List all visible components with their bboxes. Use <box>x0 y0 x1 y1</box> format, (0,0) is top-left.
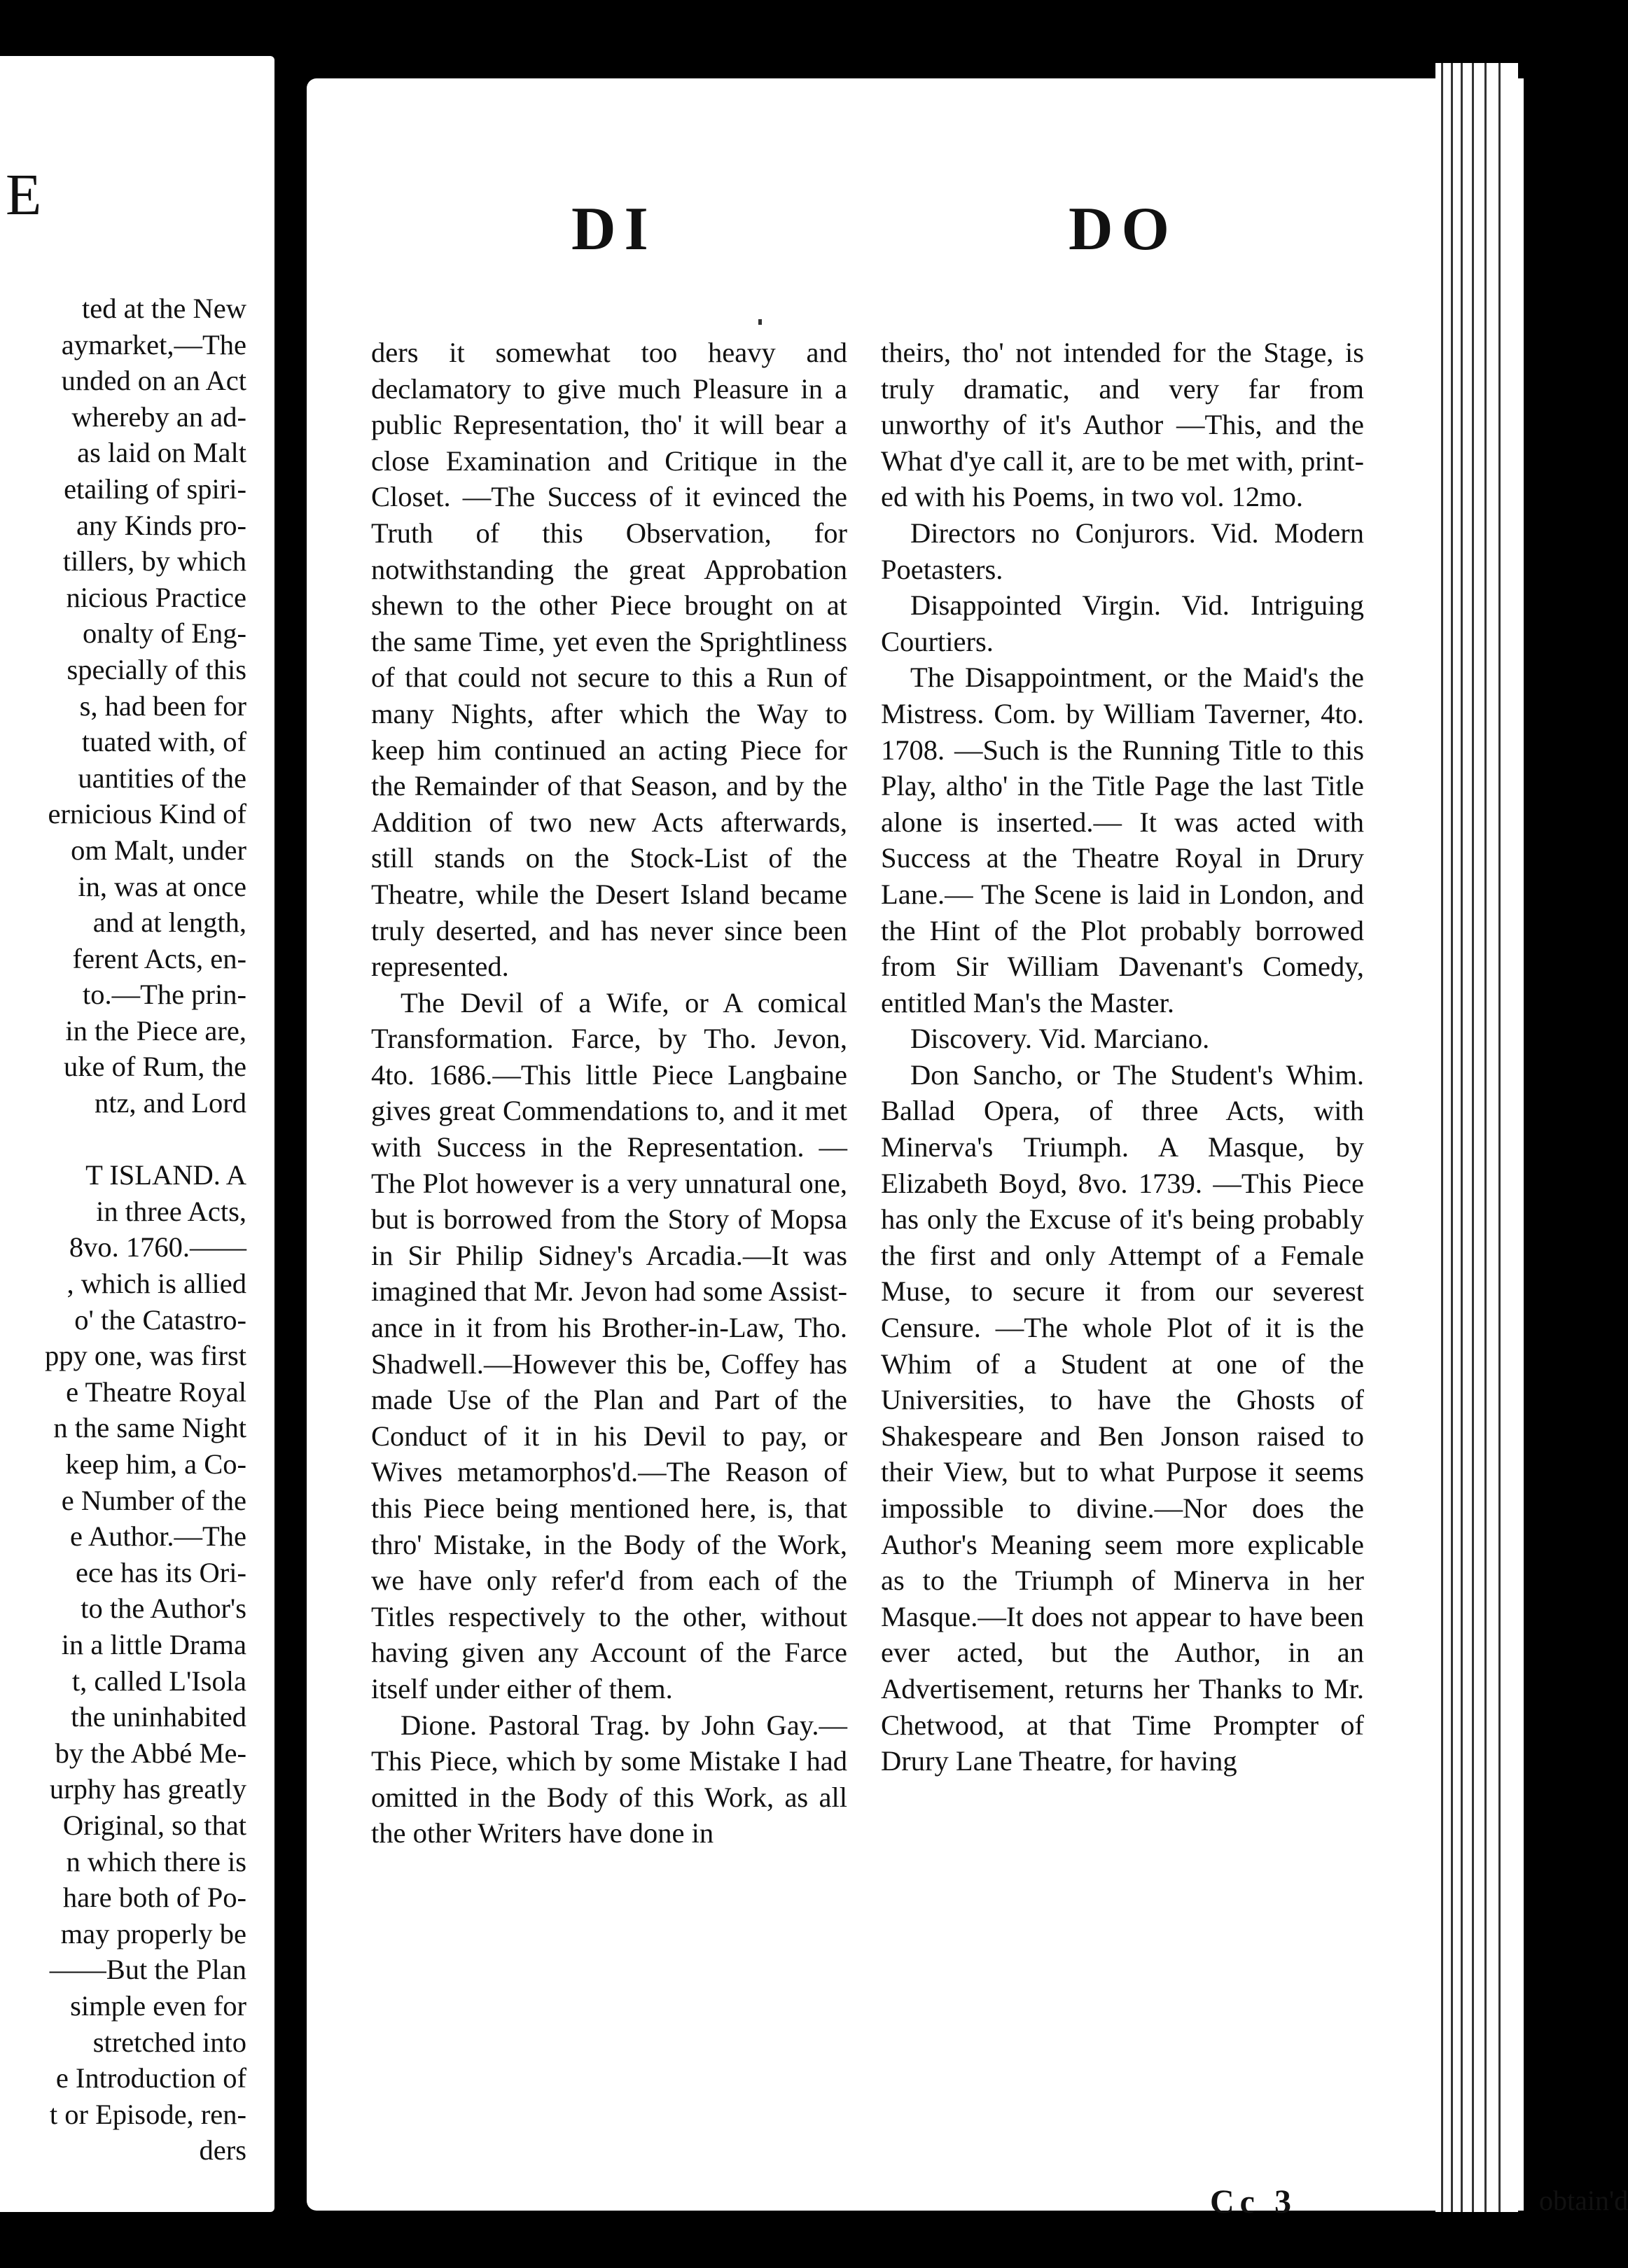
left-page-line: ntz, and Lord <box>94 1087 246 1119</box>
paragraph: Discovery. Vid. Marciano. <box>910 1023 1210 1055</box>
left-page-line: any Kinds pro- <box>76 509 246 541</box>
left-page-line: by the Abbé Me- <box>55 1737 246 1769</box>
left-page-line: om Malt, under <box>71 834 246 866</box>
left-page-line: ppy one, was first <box>45 1340 246 1372</box>
left-page-line: onalty of Eng- <box>83 617 246 650</box>
paragraph: theirs, tho' not intended for the Stage, is truly dramatic, and very far from unworthy of it's Author —This, and the What d'ye call it, are to be met with, printed with his Poems, in two vol. 12mo. <box>881 337 1364 513</box>
left-page-line: may properly be <box>60 1917 246 1949</box>
left-page-line: uantities of the <box>78 762 246 794</box>
page-fore-edge <box>1435 63 1518 2212</box>
left-page-line: tuated with, of <box>81 726 246 758</box>
left-page-line: T ISLAND. A <box>85 1159 246 1191</box>
left-page-line: t, called L'Isola <box>71 1665 246 1697</box>
right-page <box>307 78 1628 2220</box>
print-mark <box>758 319 762 325</box>
left-page-line: o' the Catastro- <box>74 1303 246 1336</box>
left-page-line: ted at the New <box>81 293 246 324</box>
left-page-line: n which there is <box>66 1845 246 1877</box>
left-page-line: ferent Acts, en- <box>72 942 246 974</box>
text-column-2 <box>881 335 1364 1779</box>
catchword: obtain'd <box>1539 2185 1628 2216</box>
left-page-line: stretched into <box>92 2026 246 2058</box>
paragraph: Dione. Pastoral Trag. by John Gay.—This Piece, which by some Mistake I had omitted in the Body of this Work, as all the other Writers have done in <box>371 1709 847 1849</box>
left-page-line: unded on an Act <box>61 365 246 397</box>
left-page-line: ece has its Ori- <box>75 1556 246 1588</box>
left-page-line: in the Piece are, <box>65 1014 246 1046</box>
left-page-line: uke of Rum, the <box>64 1051 246 1083</box>
paragraph: The Devil of a Wife, or A comical Transformation. Farce, by Tho. Jevon, 4to. 1686.—This little Piece Langbaine gives great Commendations to, and it met with Success in the Representation. —The Plot however is a very unnatural one, but is borrowed from the Story of Mopsa in Sir Philip Sidney's Arcadia.—It was imagined that Mr. Jevon had some Assistance in it from his Brother-in-Law, Tho. Shadwell.—However this be, Coffey has made Use of the Plan and Part of the Conduct of it in his Devil to pay, or Wives metamorphos'd.—The Reason of this Piece being mentioned here, is, that thro' Mistake, in the Body of the Work, we have only refer'd from each of the Titles respectively to the other, without having given any Account of the Farce itself under either of them. <box>371 986 847 1704</box>
running-head-left: DI <box>571 195 657 263</box>
left-page-line: keep him, a Co- <box>65 1448 246 1480</box>
left-page-line: in three Acts, <box>96 1195 246 1227</box>
left-page-line: aymarket,—The <box>61 328 246 360</box>
paragraph: The Disappointment, or the Maid's the Mistress. Com. by William Taverner, 4to. 1708. —Such is the Running Title to this Play, altho' in the Title Page the last Title alone is inserted.— It was acted with Success at the Theatre Royal in Drury Lane.— The Scene is laid in London, and the Hint of the Plot probably borrowed from Sir William Davenant's Comedy, entitled Man's the Master. <box>881 662 1364 1018</box>
left-page-line: e Number of the <box>61 1484 246 1516</box>
left-page-line: ——But the Plan <box>49 1954 246 1986</box>
signature-mark: Cc 3 <box>1210 2183 1297 2220</box>
left-page-line: in a little Drama <box>61 1628 246 1660</box>
left-page-line: e Theatre Royal <box>66 1376 246 1408</box>
left-page-line: , which is allied <box>67 1268 246 1300</box>
left-page-text <box>0 290 246 2169</box>
left-page-line: 8vo. 1760.—— <box>69 1231 246 1264</box>
left-page-line: ernicious Kind of <box>48 798 246 830</box>
running-head-right: DO <box>1069 195 1178 263</box>
left-page-line: tillers, by which <box>62 545 246 578</box>
left-page <box>0 56 274 2212</box>
left-page-line: hare both of Po- <box>62 1882 246 1914</box>
left-page-line: and at length, <box>92 906 246 939</box>
left-page-line <box>0 1121 246 1158</box>
left-page-line: simple even for <box>70 1989 246 2022</box>
left-page-line: e Introduction of <box>55 2062 246 2094</box>
left-running-head: E <box>6 162 43 227</box>
left-page-line: Original, so that <box>62 1809 246 1841</box>
left-page-line: the uninhabited <box>71 1701 246 1733</box>
paragraph: Don Sancho, or The Student's Whim. Ballad Opera, of three Acts, with Minerva's Triumph. A Masque, by Elizabeth Boyd, 8vo. 1739. —This Piece has only the Excuse of it's being probably the first and only Attempt of a Female Muse, to secure it from our severest Censure. —The whole Plot of it is the Whim of a Student at one of the Universities, to have the Ghosts of Shakespeare and Ben Jonson raised to their View, but to what Purpose it seems impossible to divine.—Nor does the Author's Meaning seem more explicable as to the Triumph of Minerva in her Masque.—It does not appear to have been ever acted, but the Author, in an Advertisement, returns her Thanks to Mr. Chetwood, at that Time Prompter of Drury Lane Theatre, for having <box>881 1058 1364 1777</box>
left-page-line: nicious Practice <box>66 581 246 613</box>
left-page-line: ders <box>199 2134 246 2166</box>
left-page-line: specially of this <box>67 653 246 685</box>
left-page-line: in, was at once <box>78 870 246 902</box>
left-page-line: t or Episode, ren- <box>49 2098 246 2130</box>
paragraph: Disappointed Virgin. Vid. Intriguing Courtiers. <box>881 589 1364 657</box>
left-page-line: etailing of spiri- <box>64 472 246 505</box>
paragraph: Directors no Conjurors. Vid. Modern Poetasters. <box>881 517 1364 585</box>
left-page-line: urphy has greatly <box>49 1773 246 1805</box>
left-page-line: s, had been for <box>79 690 246 722</box>
left-page-line: to the Author's <box>81 1592 246 1625</box>
left-page-line: whereby an ad- <box>71 400 246 433</box>
book-gutter <box>274 0 307 2268</box>
text-column-1 <box>371 335 847 1851</box>
left-page-line: n the same Night <box>53 1412 246 1444</box>
left-page-line: to.—The prin- <box>83 979 246 1011</box>
left-page-line: as laid on Malt <box>77 437 246 469</box>
paragraph: ders it somewhat too heavy and declamatory to give much Pleasure in a public Representation, tho' it will bear a close Examination and Critique in the Closet. —The Success of it evinced the Truth of this Observation, for notwithstanding the great Approbation shewn to the other Piece brought on at the same Time, yet even the Sprightliness of that could not secure to this a Run of many Nights, after which the Way to keep him continued an acting Piece for the Remainder of that Season, and by the Addition of two new Acts afterwards, still stands on the Stock-List of the Theatre, while the Desert Island became truly deserted, and has never since been represented. <box>371 337 847 983</box>
left-page-line: e Author.—The <box>70 1520 246 1553</box>
